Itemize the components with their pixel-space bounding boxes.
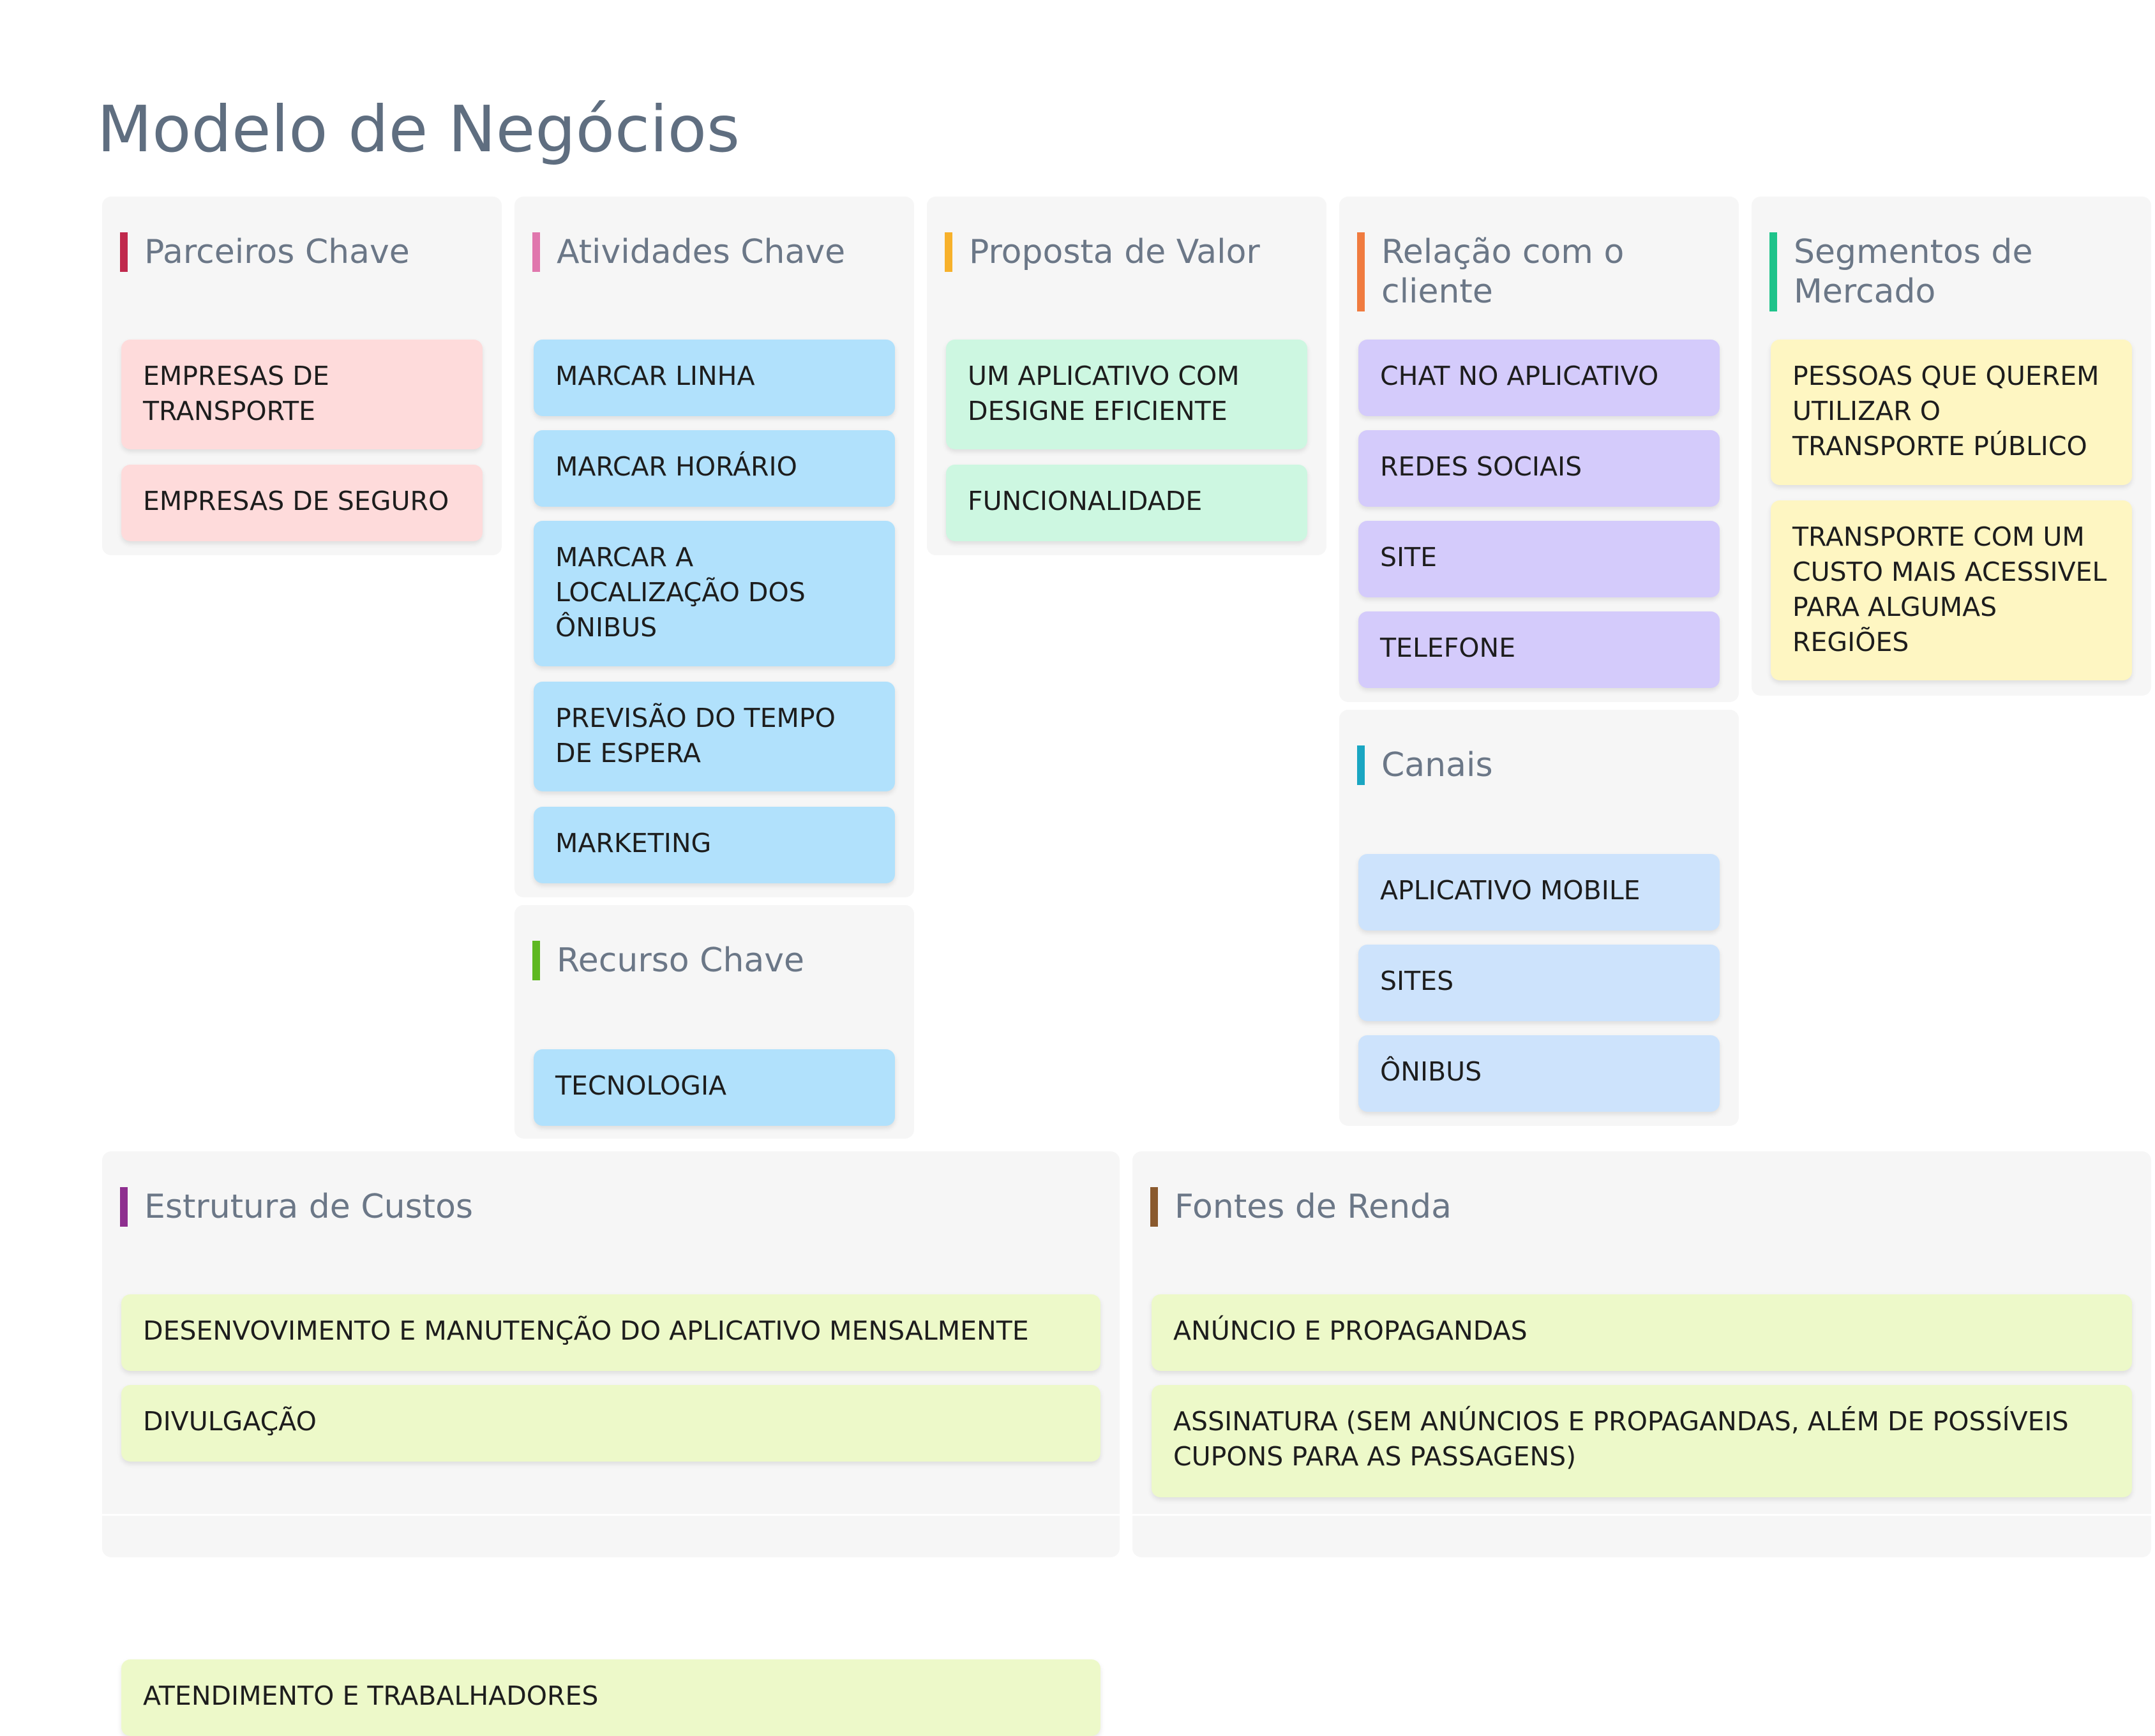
section-title: Parceiros Chave <box>120 232 489 272</box>
section-fontes-de-renda <box>1132 1151 2151 1557</box>
accent-bar <box>120 232 128 272</box>
divider <box>102 1514 1120 1516</box>
accent-bar <box>1357 745 1365 785</box>
sticky-note[interactable]: ASSINATURA (SEM ANÚNCIOS E PROPAGANDAS, ALÉM DE POSSÍVEIS CUPONS PARA AS PASSAGENS) <box>1152 1385 2132 1497</box>
sticky-note[interactable]: MARKETING <box>534 807 895 883</box>
page-title: Modelo de Negócios <box>97 92 740 167</box>
accent-bar <box>1150 1187 1158 1227</box>
sticky-note[interactable]: ATENDIMENTO E TRABALHADORES <box>121 1659 1100 1736</box>
section-proposta-de-valor <box>927 197 1326 555</box>
section-estrutura-de-custos <box>102 1151 1120 1711</box>
section-parceiros-chave <box>102 197 502 555</box>
sticky-note[interactable]: SITES <box>1358 945 1720 1021</box>
sticky-note[interactable]: FUNCIONALIDADE <box>946 465 1307 541</box>
section-segmentos-de-mercado <box>1752 197 2151 696</box>
sticky-note[interactable]: APLICATIVO MOBILE <box>1358 854 1720 931</box>
section-title: Fontes de Renda <box>1150 1187 2138 1227</box>
sticky-note[interactable]: ÔNIBUS <box>1358 1035 1720 1112</box>
sticky-note[interactable]: MARCAR A LOCALIZAÇÃO DOS ÔNIBUS <box>534 521 895 666</box>
section-title: Canais <box>1357 745 1726 785</box>
section-recurso-chave <box>514 905 914 1139</box>
sticky-note[interactable]: PESSOAS QUE QUEREM UTILIZAR O TRANSPORTE PÚBLICO <box>1771 340 2132 485</box>
section-atividades-chave <box>514 197 914 897</box>
accent-bar <box>532 941 540 980</box>
sticky-note[interactable]: TELEFONE <box>1358 611 1720 688</box>
accent-bar <box>532 232 540 272</box>
section-title: Estrutura de Custos <box>120 1187 1107 1227</box>
sticky-note[interactable]: TECNOLOGIA <box>534 1049 895 1126</box>
sticky-note[interactable]: REDES SOCIAIS <box>1358 430 1720 507</box>
accent-bar <box>945 232 952 272</box>
section-title: Relação com o cliente <box>1357 232 1726 311</box>
sticky-note[interactable]: ANÚNCIO E PROPAGANDAS <box>1152 1294 2132 1371</box>
sticky-note[interactable]: PREVISÃO DO TEMPO DE ESPERA <box>534 682 895 791</box>
sticky-note[interactable]: MARCAR LINHA <box>534 340 895 416</box>
section-title: Atividades Chave <box>532 232 901 272</box>
sticky-note[interactable]: TRANSPORTE COM UM CUSTO MAIS ACESSIVEL PARA ALGUMAS REGIÕES <box>1771 500 2132 680</box>
section-canais <box>1339 710 1739 1126</box>
sticky-note[interactable]: DESENVOVIMENTO E MANUTENÇÃO DO APLICATIVO MENSALMENTE <box>121 1294 1100 1371</box>
accent-bar <box>1769 232 1777 311</box>
sticky-note[interactable]: UM APLICATIVO COM DESIGNE EFICIENTE <box>946 340 1307 449</box>
section-relacao-com-o-cliente <box>1339 197 1739 702</box>
sticky-note[interactable]: SITE <box>1358 521 1720 597</box>
sticky-note[interactable]: EMPRESAS DE SEGURO <box>121 465 483 541</box>
accent-bar <box>1357 232 1365 311</box>
sticky-note[interactable]: MARCAR HORÁRIO <box>534 430 895 507</box>
sticky-note[interactable]: CHAT NO APLICATIVO <box>1358 340 1720 416</box>
sticky-note[interactable]: DIVULGAÇÃO <box>121 1385 1100 1462</box>
divider <box>1132 1514 2151 1516</box>
sticky-note[interactable]: EMPRESAS DE TRANSPORTE <box>121 340 483 449</box>
accent-bar <box>120 1187 128 1227</box>
section-title: Recurso Chave <box>532 941 901 980</box>
section-title: Segmentos de Mercado <box>1769 232 2138 311</box>
section-title: Proposta de Valor <box>945 232 1314 272</box>
